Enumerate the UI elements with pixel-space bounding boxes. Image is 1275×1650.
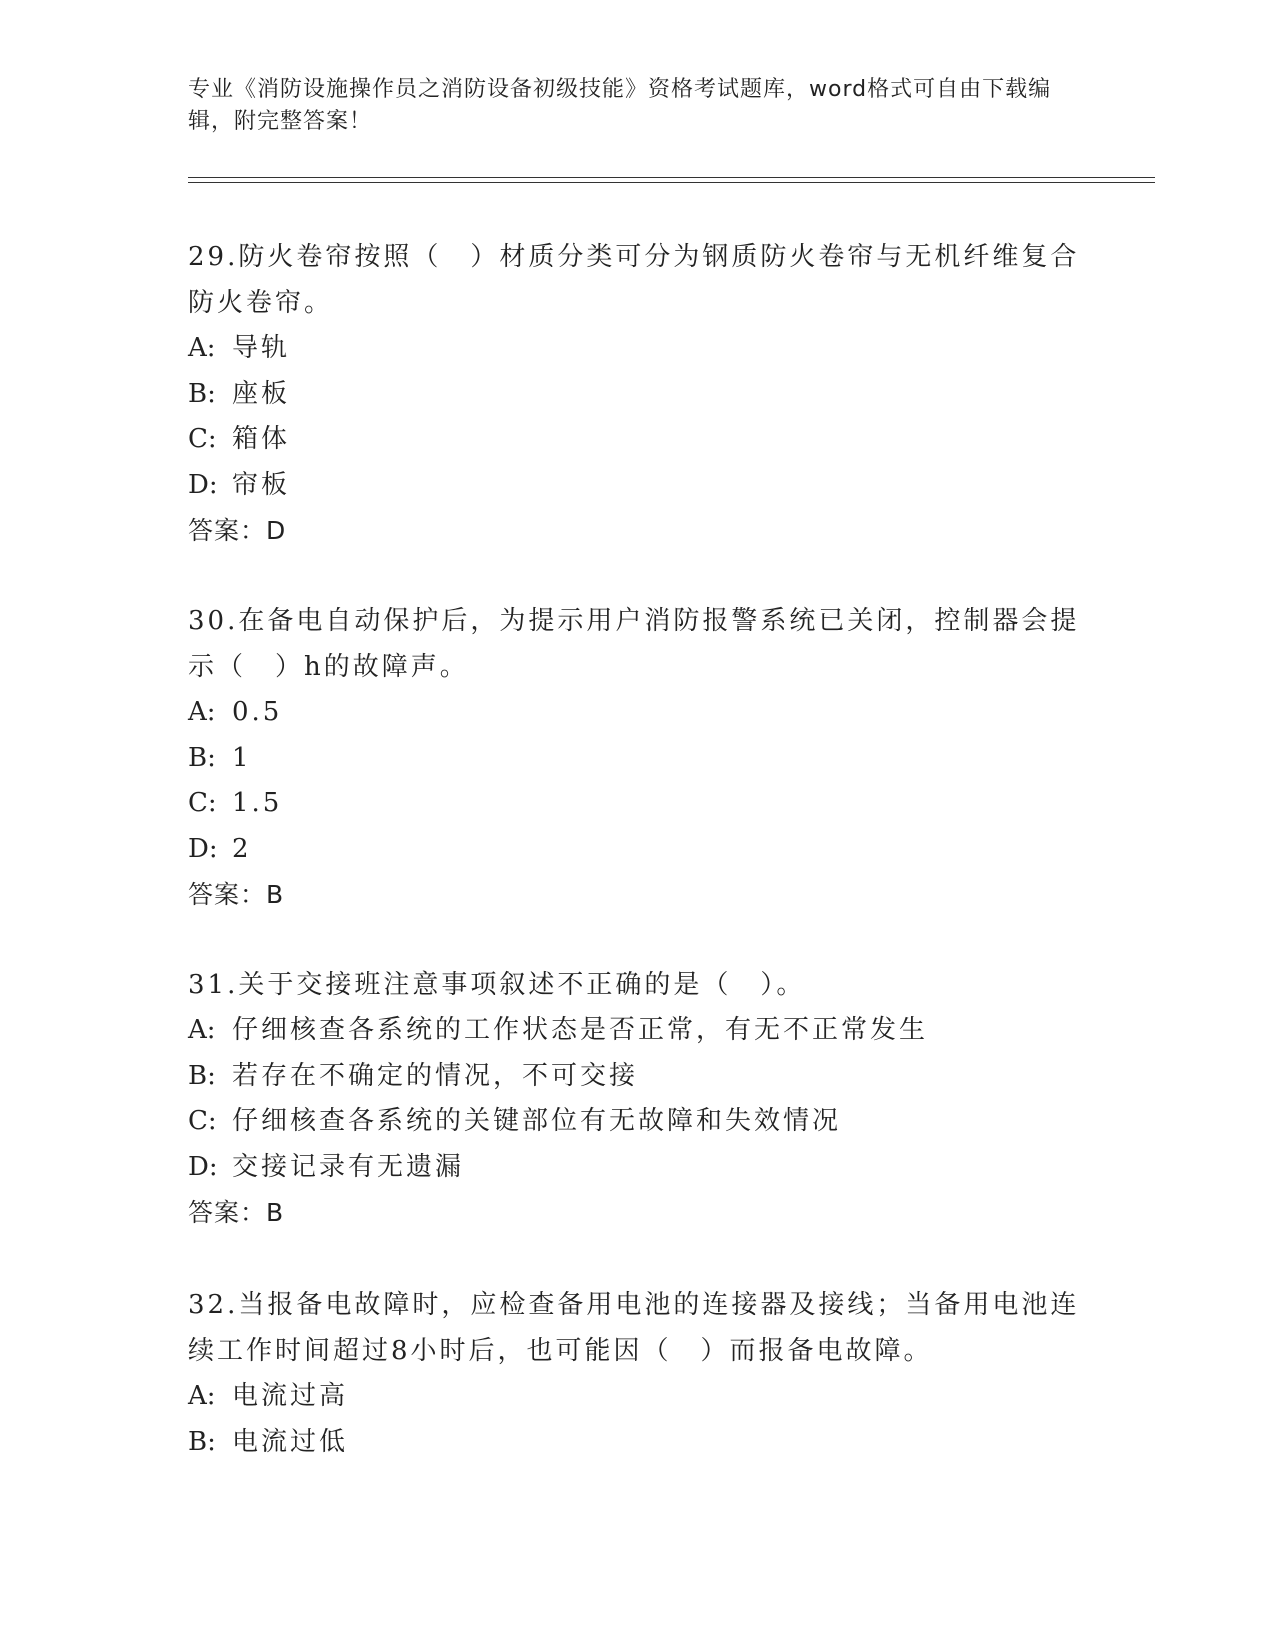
answer-line: 答案：B (188, 1198, 285, 1227)
question-29 (188, 234, 1088, 554)
question-text (188, 234, 1088, 326)
question-31 (188, 962, 1088, 1236)
option-c (188, 1099, 1088, 1145)
option-c (188, 417, 1088, 463)
option-letter: D: (188, 469, 218, 500)
option-text: 1.5 (232, 788, 283, 818)
option-a (188, 326, 1088, 372)
question-number: 31. (188, 970, 239, 1000)
option-text: 导轨 (232, 333, 291, 363)
option-d (188, 1145, 1088, 1191)
option-d (188, 827, 1088, 873)
option-text: 帘板 (232, 469, 291, 500)
option-letter: A: (188, 333, 216, 363)
option-text: 仔细核查各系统的关键部位有无故障和失效情况 (232, 1106, 842, 1136)
option-c (188, 781, 1088, 827)
option-b (188, 736, 1088, 782)
question-text (188, 962, 1088, 1008)
option-a (188, 690, 1088, 736)
option-letter: C: (188, 1106, 217, 1136)
option-text: 仔细核查各系统的工作状态是否正常，有无不正常发生 (232, 1015, 929, 1045)
option-letter: C: (188, 788, 217, 818)
question-stem: 当报备电故障时，应检查备用电池的连接器及接线；当备用电池连续工作时间超过8小时后，也可能因（ ）而报备电故障。 (188, 1290, 1080, 1366)
option-letter: B: (188, 1060, 216, 1091)
header-divider-bottom (188, 182, 1155, 183)
option-letter: B: (188, 378, 216, 409)
question-text (188, 598, 1088, 690)
answer-line: 答案：D (188, 516, 287, 545)
option-letter: A: (188, 697, 216, 727)
question-32 (188, 1282, 1088, 1465)
question-stem: 防火卷帘按照（ ）材质分类可分为钢质防火卷帘与无机纤维复合防火卷帘。 (188, 242, 1080, 318)
option-letter: B: (188, 1426, 216, 1457)
option-letter: B: (188, 742, 216, 773)
option-text: 若存在不确定的情况，不可交接 (232, 1060, 639, 1091)
option-d (188, 463, 1088, 509)
option-text: 座板 (232, 378, 291, 409)
option-a (188, 1008, 1088, 1054)
option-b (188, 1054, 1088, 1100)
option-text: 2 (232, 833, 252, 864)
option-a (188, 1374, 1088, 1420)
option-b (188, 1420, 1088, 1466)
option-text: 交接记录有无遗漏 (232, 1151, 465, 1182)
question-30 (188, 598, 1088, 918)
question-stem: 在备电自动保护后，为提示用户消防报警系统已关闭，控制器会提示（ ）h的故障声。 (188, 606, 1080, 682)
option-letter: C: (188, 424, 217, 454)
question-number: 30. (188, 606, 239, 636)
option-text: 箱体 (232, 424, 291, 454)
question-number: 32. (188, 1290, 239, 1320)
header-divider-top (188, 177, 1155, 178)
option-letter: A: (188, 1381, 216, 1411)
question-text (188, 1282, 1088, 1374)
question-number: 29. (188, 242, 239, 272)
option-letter: D: (188, 1151, 218, 1182)
option-text: 0.5 (232, 697, 283, 727)
option-text: 1 (232, 742, 252, 773)
option-text: 电流过高 (232, 1381, 349, 1411)
option-b (188, 372, 1088, 418)
question-stem: 关于交接班注意事项叙述不正确的是（ ）。 (238, 970, 806, 1000)
option-letter: A: (188, 1015, 216, 1045)
document-header: 专业《消防设施操作员之消防设备初级技能》资格考试题库，word格式可自由下载编辑，附完整答案！ (188, 77, 1052, 134)
option-text: 电流过低 (232, 1426, 349, 1457)
option-letter: D: (188, 833, 218, 864)
answer-line: 答案：B (188, 880, 285, 909)
